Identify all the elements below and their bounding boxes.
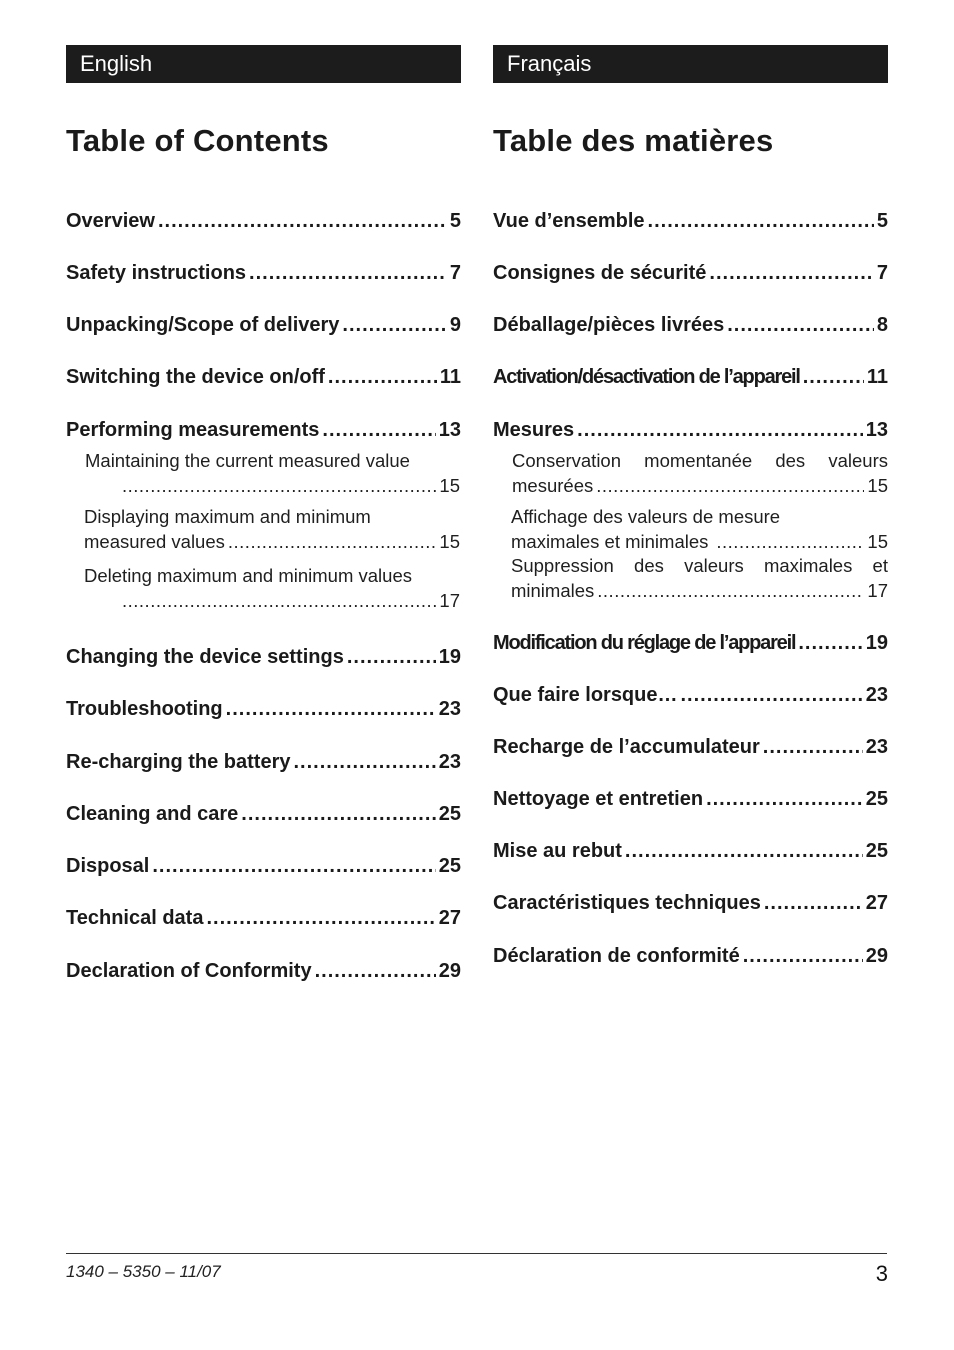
language-header-english: English xyxy=(66,45,461,83)
toc-entry[interactable]: Activation/désactivation de l’appareil ..... 11 xyxy=(493,365,888,389)
toc-subentry[interactable]: Displaying maximum and minimum measured values ..... 15 xyxy=(84,505,460,554)
toc-entry[interactable]: Que faire lorsque… ..... 23 xyxy=(493,683,888,707)
toc-entry[interactable]: Vue d’ensemble ..... 5 xyxy=(493,209,888,233)
toc-entry[interactable]: Technical data ..... 27 xyxy=(66,906,461,930)
toc-entry[interactable]: Mise au rebut ..... 25 xyxy=(493,839,888,863)
toc-entry[interactable]: Cleaning and care ..... 25 xyxy=(66,802,461,826)
toc-entry[interactable]: Mesures ..... 13 xyxy=(493,418,888,442)
footer-divider xyxy=(66,1253,887,1254)
toc-entry[interactable]: Changing the device settings ..... 19 xyxy=(66,645,461,669)
toc-subentry[interactable]: Suppression des valeurs maximales et minimales ..... 17 xyxy=(511,554,888,603)
toc-subentry[interactable]: Conservation momentanée des valeurs mesurées ..... 15 xyxy=(512,449,888,498)
toc-entry[interactable]: Nettoyage et entretien ..... 25 xyxy=(493,787,888,811)
toc-entry[interactable]: Consignes de sécurité ..... 7 xyxy=(493,261,888,285)
toc-subentry[interactable]: Maintaining the current measured value ..... 15 xyxy=(85,449,460,498)
toc-entry[interactable]: Unpacking/Scope of delivery ..... 9 xyxy=(66,313,461,337)
toc-entry[interactable]: Re-charging the battery ..... 23 xyxy=(66,750,461,774)
toc-entry[interactable]: Caractéristiques techniques ..... 27 xyxy=(493,891,888,915)
english-column xyxy=(66,45,461,982)
page-number: 3 xyxy=(875,1261,888,1286)
language-header-french: Français xyxy=(493,45,888,83)
page-title-french: Table des matières xyxy=(493,123,774,158)
toc-entry[interactable]: Troubleshooting ..... 23 xyxy=(66,697,461,721)
page-title-english: Table of Contents xyxy=(66,123,329,158)
toc-entry[interactable]: Performing measurements ..... 13 xyxy=(66,418,461,442)
document-code: 1340 – 5350 – 11/07 xyxy=(66,1262,221,1281)
toc-entry[interactable]: Déclaration de conformité ..... 29 xyxy=(493,944,888,968)
toc-entry[interactable]: Declaration of Conformity ..... 29 xyxy=(66,959,461,983)
toc-entry[interactable]: Recharge de l’accumulateur ..... 23 xyxy=(493,735,888,759)
toc-entry[interactable]: Déballage/pièces livrées ..... 8 xyxy=(493,313,888,337)
toc-entry[interactable]: Switching the device on/off ..... 11 xyxy=(66,365,461,389)
toc-entry[interactable]: Disposal ..... 25 xyxy=(66,854,461,878)
toc-entry[interactable]: Overview ..... 5 xyxy=(66,209,461,233)
toc-entry[interactable]: Safety instructions ..... 7 xyxy=(66,261,461,285)
toc-subentry[interactable]: Deleting maximum and minimum values ..... 17 xyxy=(84,564,460,613)
toc-entry[interactable]: Modification du réglage de l’appareil ..... 19 xyxy=(493,631,888,655)
french-column xyxy=(493,45,888,967)
toc-subentry[interactable]: Affichage des valeurs de mesure maximales et minimales ..... 15 xyxy=(511,505,888,554)
